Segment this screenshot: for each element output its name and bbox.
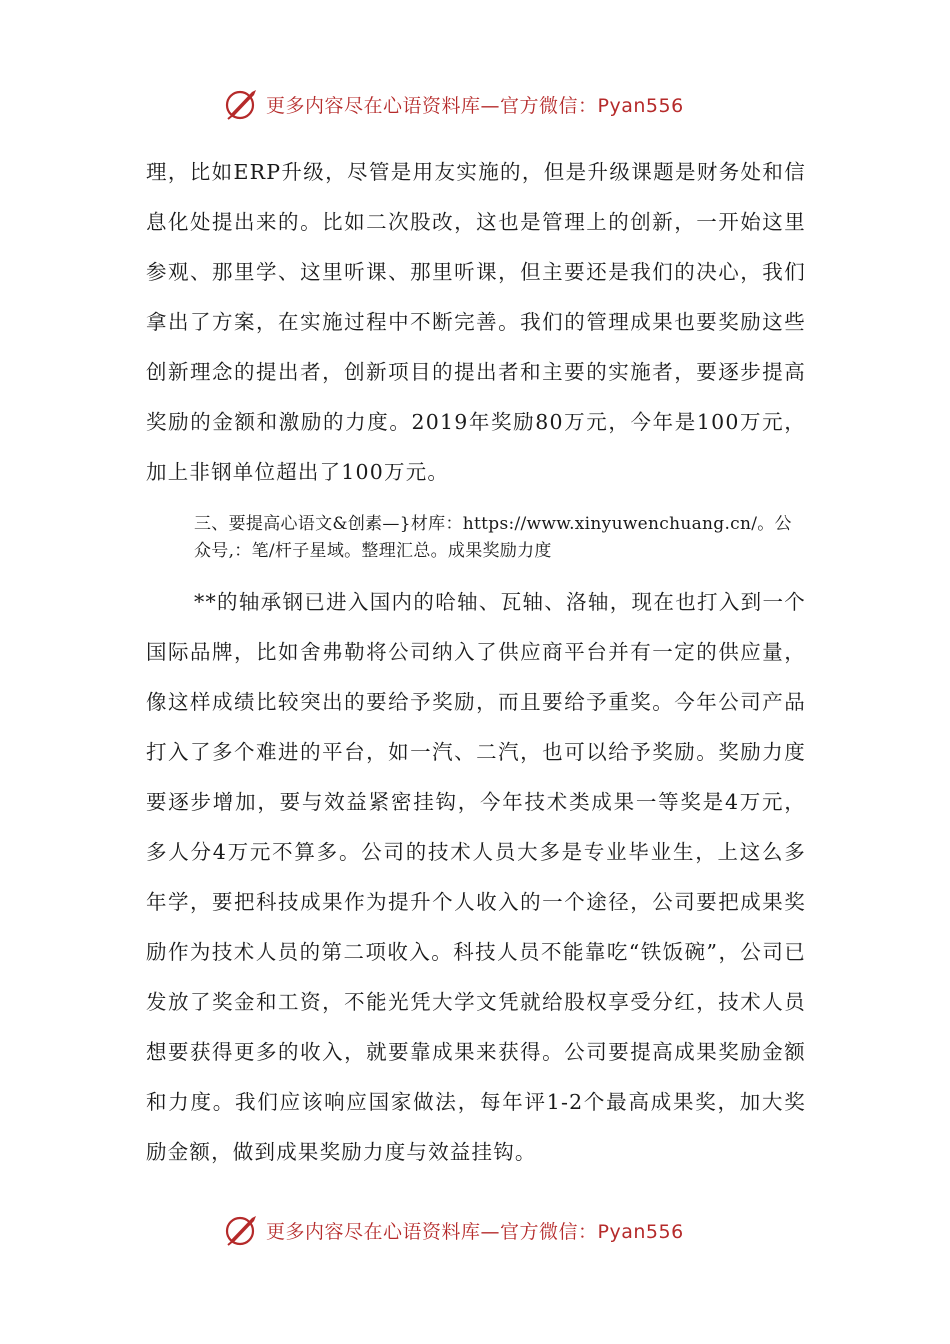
section-heading-with-watermark: 三、要提高心语文&创素—}材库：https://www.xinyuwenchuang.cn/。公众号,：笔/杆子星域。整理汇总。成果奖励力度 xyxy=(194,514,792,561)
footer-banner xyxy=(222,1210,684,1250)
quill-pen-logo-icon xyxy=(222,1210,262,1250)
header-banner-text: 更多内容尽在心语资料库—官方微信：Pyan556 xyxy=(266,94,684,117)
quill-pen-logo-icon xyxy=(222,84,262,124)
paragraph-bearing-steel: **的轴承钢已进入国内的哈轴、瓦轴、洛轴，现在也打入到一个国际品牌，比如舍弗勒将公司纳入了供应商平台并有一定的供应量，像这样成绩比较突出的要给予奖励，而且要给予重奖。今年公司产品打入了多个难进的平台，如一汽、二汽，也可以给予奖励。奖励力度要逐步增加，要与效益紧密挂钩，今年技术类成果一等奖是4万元，多人分4万元不算多。公司的技术人员大多是专业毕业生，上这么多年学，要把科技成果作为提升个人收入的一个途径，公司要把成果奖励作为技术人员的第二项收入。科技人员不能靠吃“铁饭碗”，公司已发放了奖金和工资，不能光凭大学文凭就给股权享受分红，技术人员想要获得更多的收入，就要靠成果来获得。公司要提高成果奖励金额和力度。我们应该响应国家做法，每年评1-2个最高成果奖，加大奖励金额，做到成果奖励力度与效益挂钩。 xyxy=(146,590,806,1164)
footer-banner-text: 更多内容尽在心语资料库—官方微信：Pyan556 xyxy=(266,1220,684,1243)
document-body xyxy=(146,147,806,1177)
paragraph-continuation: 理，比如ERP升级，尽管是用友实施的，但是升级课题是财务处和信息化处提出来的。比如二次股改，这也是管理上的创新，一开始这里参观、那里学、这里听课、那里听课，但主要还是我们的决心，我们拿出了方案，在实施过程中不断完善。我们的管理成果也要奖励这些创新理念的提出者，创新项目的提出者和主要的实施者，要逐步提高奖励的金额和激励的力度。2019年奖励80万元，今年是100万元，加上非钢单位超出了100万元。 xyxy=(146,160,806,484)
header-banner xyxy=(222,84,684,124)
